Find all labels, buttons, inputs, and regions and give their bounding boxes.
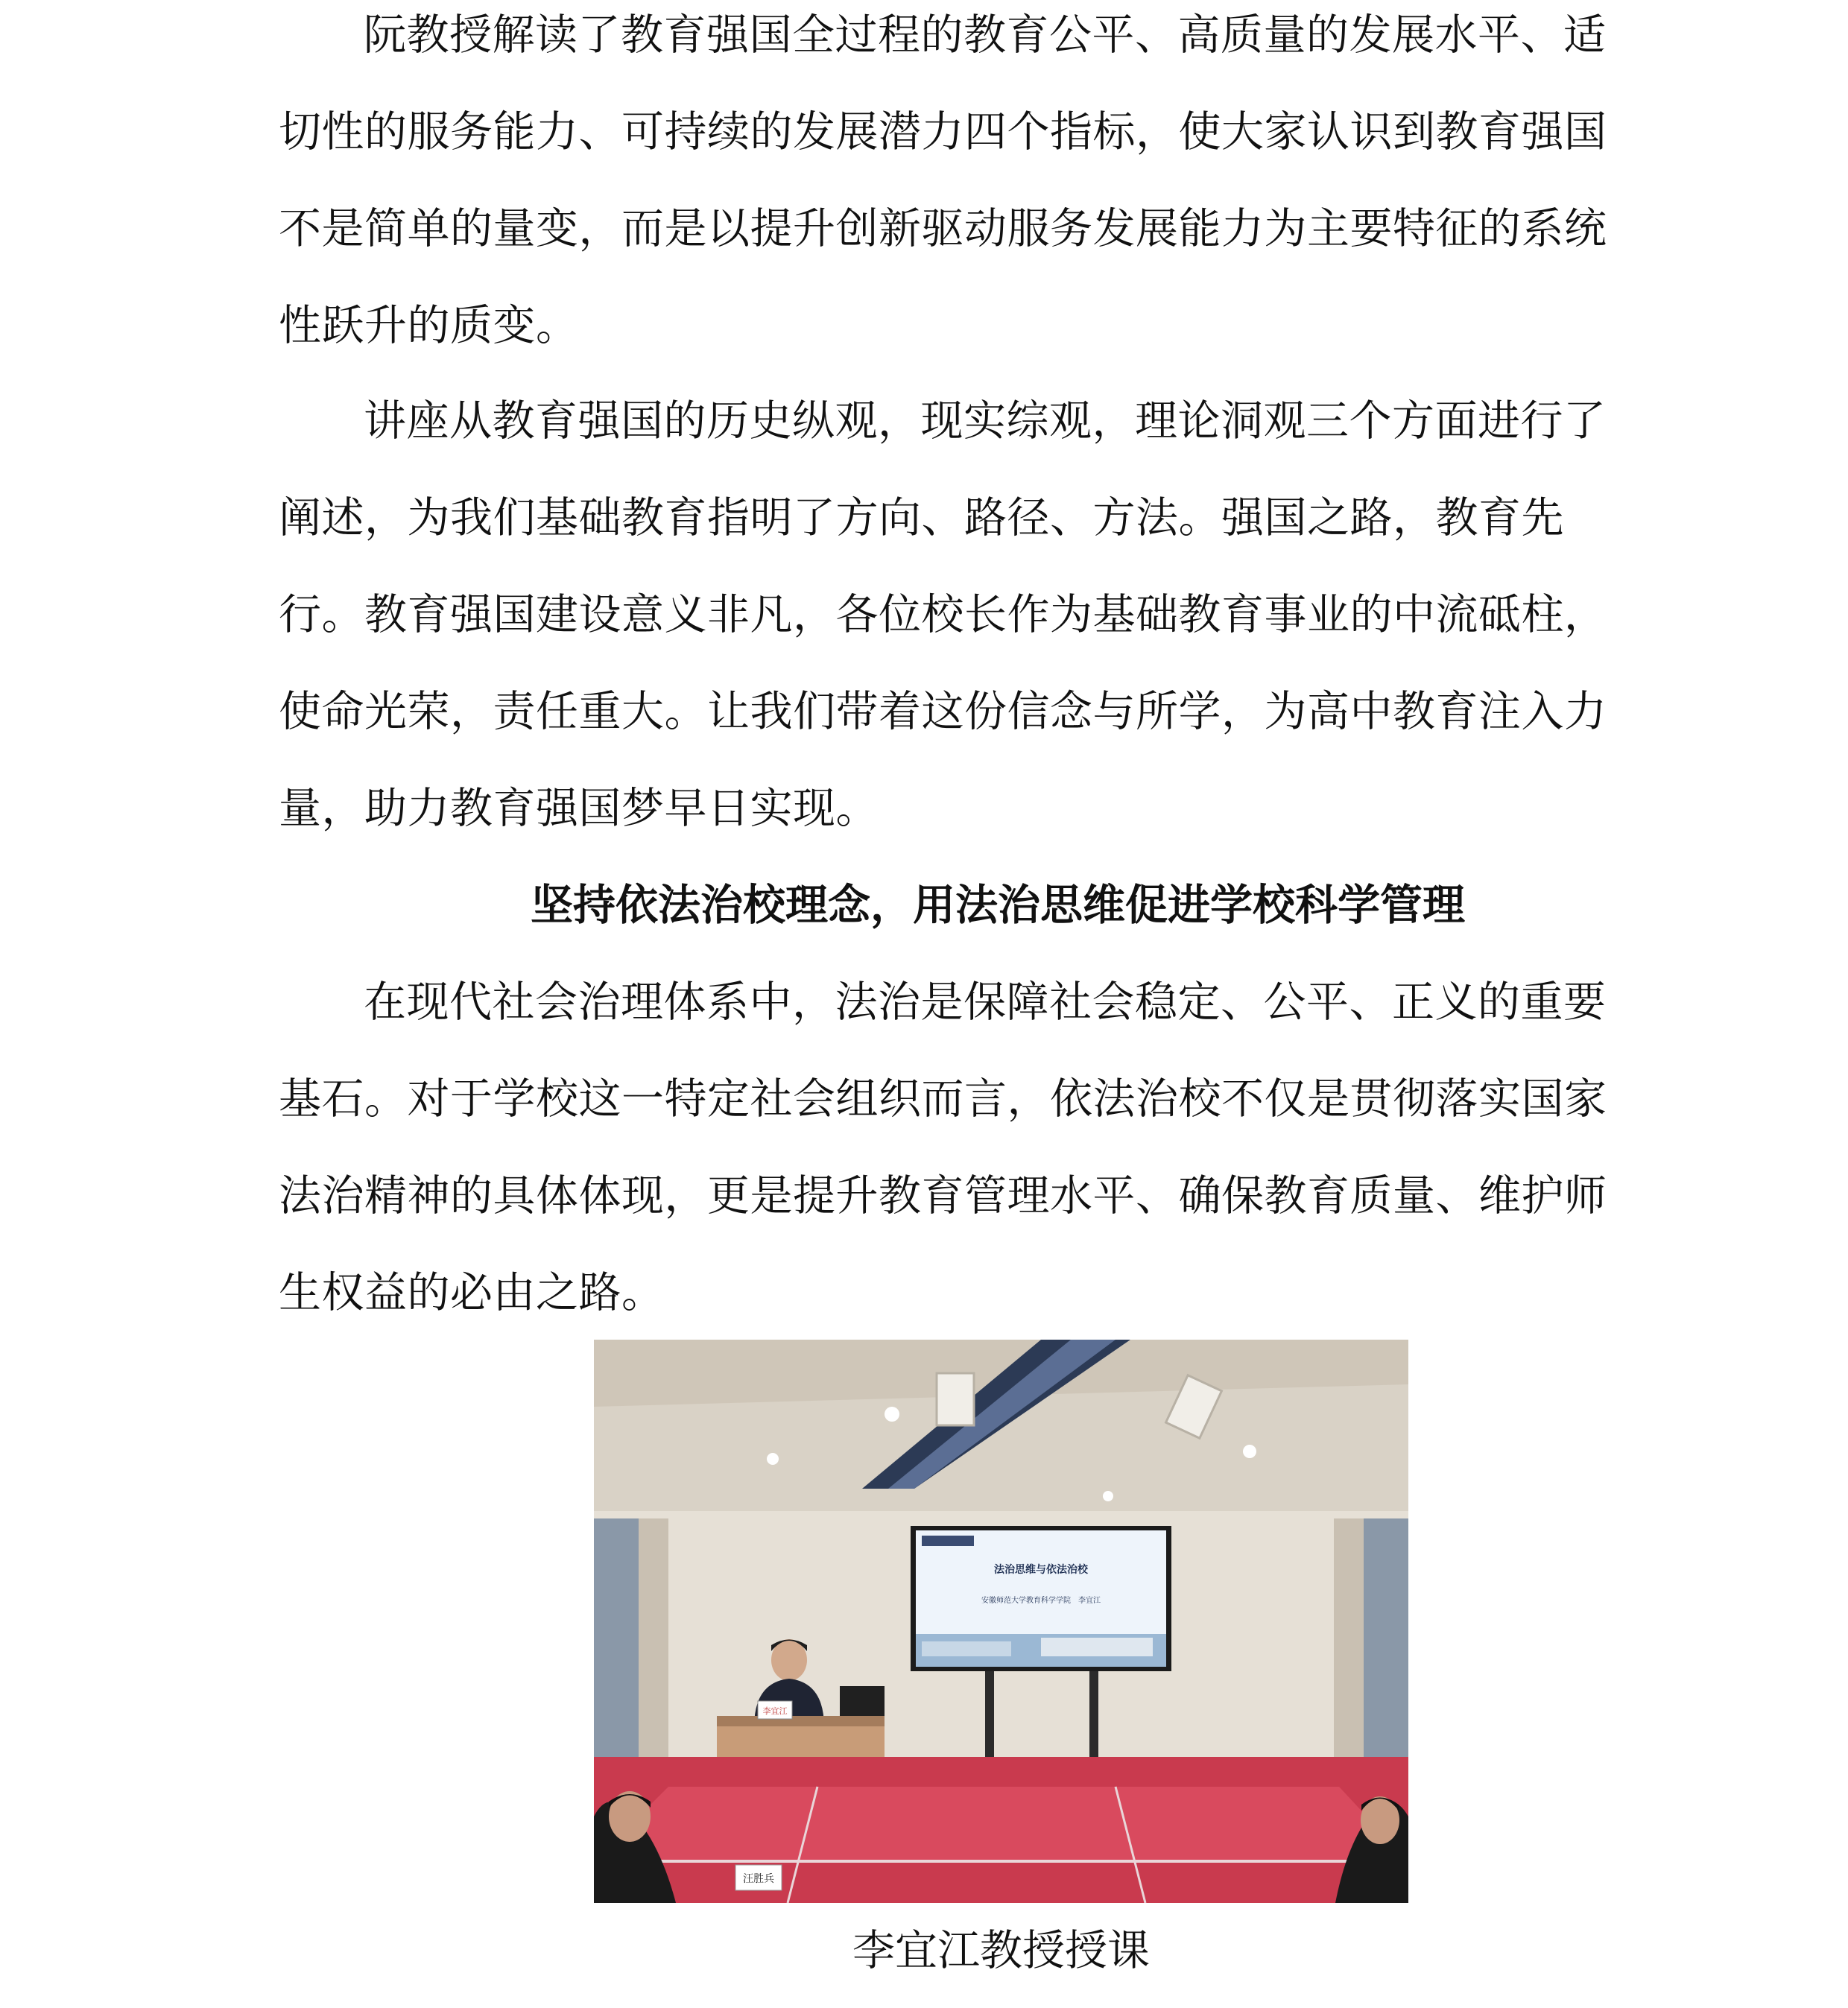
photo-caption: 李宜江教授授课 [852, 1926, 1150, 1975]
screen-title: 法治思维与依法治校 [994, 1564, 1088, 1576]
speaker-name-card: 李宜江 [762, 1706, 788, 1716]
lecture-photo-illustration [594, 1340, 1408, 1903]
body-paragraph-1: 阮教授解读了教育强国全过程的教育公平、高质量的发展水平、适切性的服务能力、可持续的发展潜力四个指标，使大家认识到教育强国不是简单的量变，而是以提升创新驱动服务发展能力为主要特征的系统性跃升的质变。 [279, 10, 1607, 350]
body-paragraph-3: 在现代社会治理体系中，法治是保障社会稳定、公平、正义的重要基石。对于学校这一特定社会组织而言，依法治校不仅是贯彻落实国家法治精神的具体体现，更是提升教育管理水平、确保教育质量、维护师生权益的必由之路。 [279, 978, 1607, 1317]
screen-subtitle: 安徽师范大学教育科学学院 李宜江 [981, 1597, 1101, 1605]
section-heading: 坚持依法治校理念，用法治思维促进学校科学管理 [531, 881, 1465, 930]
body-paragraph-2: 讲座从教育强国的历史纵观，现实综观，理论洞观三个方面进行了阐述，为我们基础教育指明了方向、路径、方法。强国之路，教育先行。教育强国建设意义非凡，各位校长作为基础教育事业的中流砥柱，使命光荣，责任重大。让我们带着这份信念与所学，为高中教育注入力量，助力教育强国梦早日实现。 [279, 396, 1607, 833]
front-name-card: 汪胜兵 [743, 1873, 774, 1885]
lecture-photo [594, 1340, 1408, 1903]
